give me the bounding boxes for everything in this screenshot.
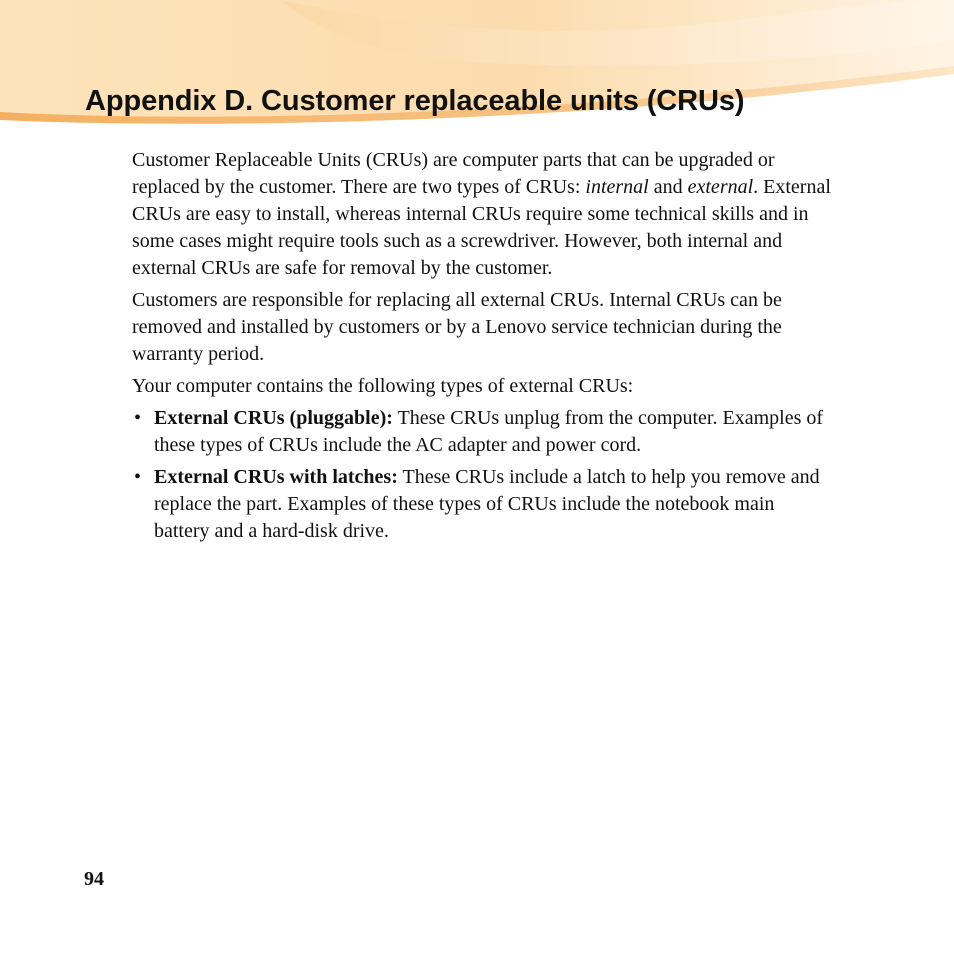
list-item-latches (132, 464, 832, 545)
list-item-term: External CRUs (pluggable): (154, 407, 393, 429)
internal-term: internal (585, 176, 649, 198)
bullet-marker: • (134, 407, 142, 429)
intro-text-part: Customer Replaceable Units (CRUs) are computer parts that can be upgraded or replaced by the customer. There are two types of CRUs: (132, 149, 775, 198)
list-item-text: These CRUs include a latch to help you remove and replace the part. Examples of these types of CRUs include the notebook main battery and a hard-disk drive. (154, 466, 820, 542)
responsibility-paragraph: Customers are responsible for replacing all external CRUs. Internal CRUs can be removed and installed by customers or by a Lenovo service technician during the warranty period. (132, 289, 782, 365)
intro-text-part: . External CRUs are easy to install, whereas internal CRUs require some technical skills and in some cases might require tools such as a screwdriver. However, both internal and external CRUs are safe for removal by the customer. (132, 176, 831, 279)
list-item-text: These CRUs unplug from the computer. Examples of these types of CRUs include the AC adapter and power cord. (154, 407, 824, 456)
intro-text-part: and (648, 176, 688, 198)
page-title: Appendix D. Customer replaceable units (CRUs) (85, 85, 745, 117)
list-item-term: External CRUs with latches: (154, 466, 398, 488)
list-item-pluggable (132, 405, 832, 459)
cru-types-list (132, 405, 832, 545)
page-number: 94 (84, 868, 104, 890)
bullet-marker: • (134, 466, 142, 488)
external-term: external (687, 176, 754, 198)
intro-paragraph (132, 147, 832, 282)
cru-types-intro: Your computer contains the following types of external CRUs: (132, 375, 634, 397)
main-content (132, 147, 832, 550)
